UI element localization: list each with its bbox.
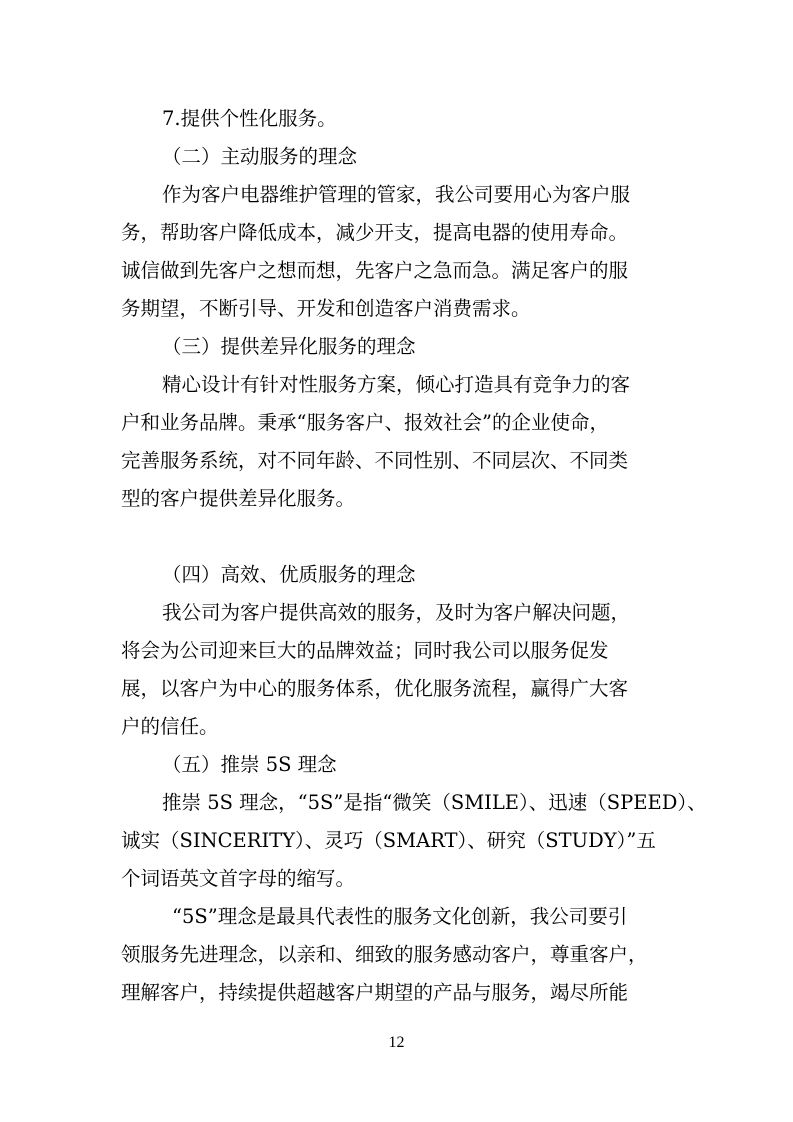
section-heading-proactive-service: （二）主动服务的理念 <box>162 145 358 168</box>
paragraph-line: 精心设计有针对性服务方案，倾心打造具有竞争力的客 <box>162 373 631 396</box>
paragraph-line: 个词语英文首字母的缩写。 <box>121 867 356 890</box>
paragraph-line: 领服务先进理念，以亲和、细致的服务感动客户，尊重客户， <box>121 943 648 966</box>
paragraph-line: 户和业务品牌。秉承“服务客户、报效社会”的企业使命， <box>121 411 609 434</box>
paragraph-line: “5S”理念是最具代表性的服务文化创新，我公司要引 <box>172 905 628 928</box>
list-item-personalized-service: 7.提供个性化服务。 <box>162 107 337 130</box>
paragraph-line: 理解客户，持续提供超越客户期望的产品与服务，竭尽所能 <box>121 981 629 1004</box>
paragraph-line: 型的客户提供差异化服务。 <box>121 487 356 510</box>
document-body <box>121 104 707 1016</box>
paragraph-line: 我公司为客户提供高效的服务，及时为客户解决问题， <box>162 601 631 624</box>
paragraph-line: 务期望，不断引导、开发和创造客户消费需求。 <box>121 297 531 320</box>
paragraph-line: 将会为公司迎来巨大的品牌效益；同时我公司以服务促发 <box>121 639 609 662</box>
paragraph-line: 作为客户电器维护管理的管家，我公司要用心为客户服 <box>162 183 631 206</box>
paragraph-line: 完善服务系统，对不同年龄、不同性别、不同层次、不同类 <box>121 449 629 472</box>
paragraph-line: 务，帮助客户降低成本，减少开支，提高电器的使用寿命。 <box>121 221 629 244</box>
section-heading-efficient-service: （四）高效、优质服务的理念 <box>162 563 416 586</box>
paragraph-line: 推崇 5S 理念，“5S”是指“微笑（SMILE）、迅速（SPEED）、 <box>162 791 707 814</box>
section-heading-differentiated-service: （三）提供差异化服务的理念 <box>162 335 416 358</box>
paragraph-line: 诚实（SINCERITY）、灵巧（SMART）、研究（STUDY）”五 <box>121 829 656 852</box>
page-number: 12 <box>388 1034 405 1051</box>
paragraph-line: 展，以客户为中心的服务体系，优化服务流程，赢得广大客 <box>121 677 629 700</box>
paragraph-line: 户的信任。 <box>121 715 219 738</box>
blank-line <box>121 522 676 560</box>
section-heading-5s-concept: （五）推崇 5S 理念 <box>162 753 337 776</box>
paragraph-line: 诚信做到先客户之想而想，先客户之急而急。满足客户的服 <box>121 259 629 282</box>
